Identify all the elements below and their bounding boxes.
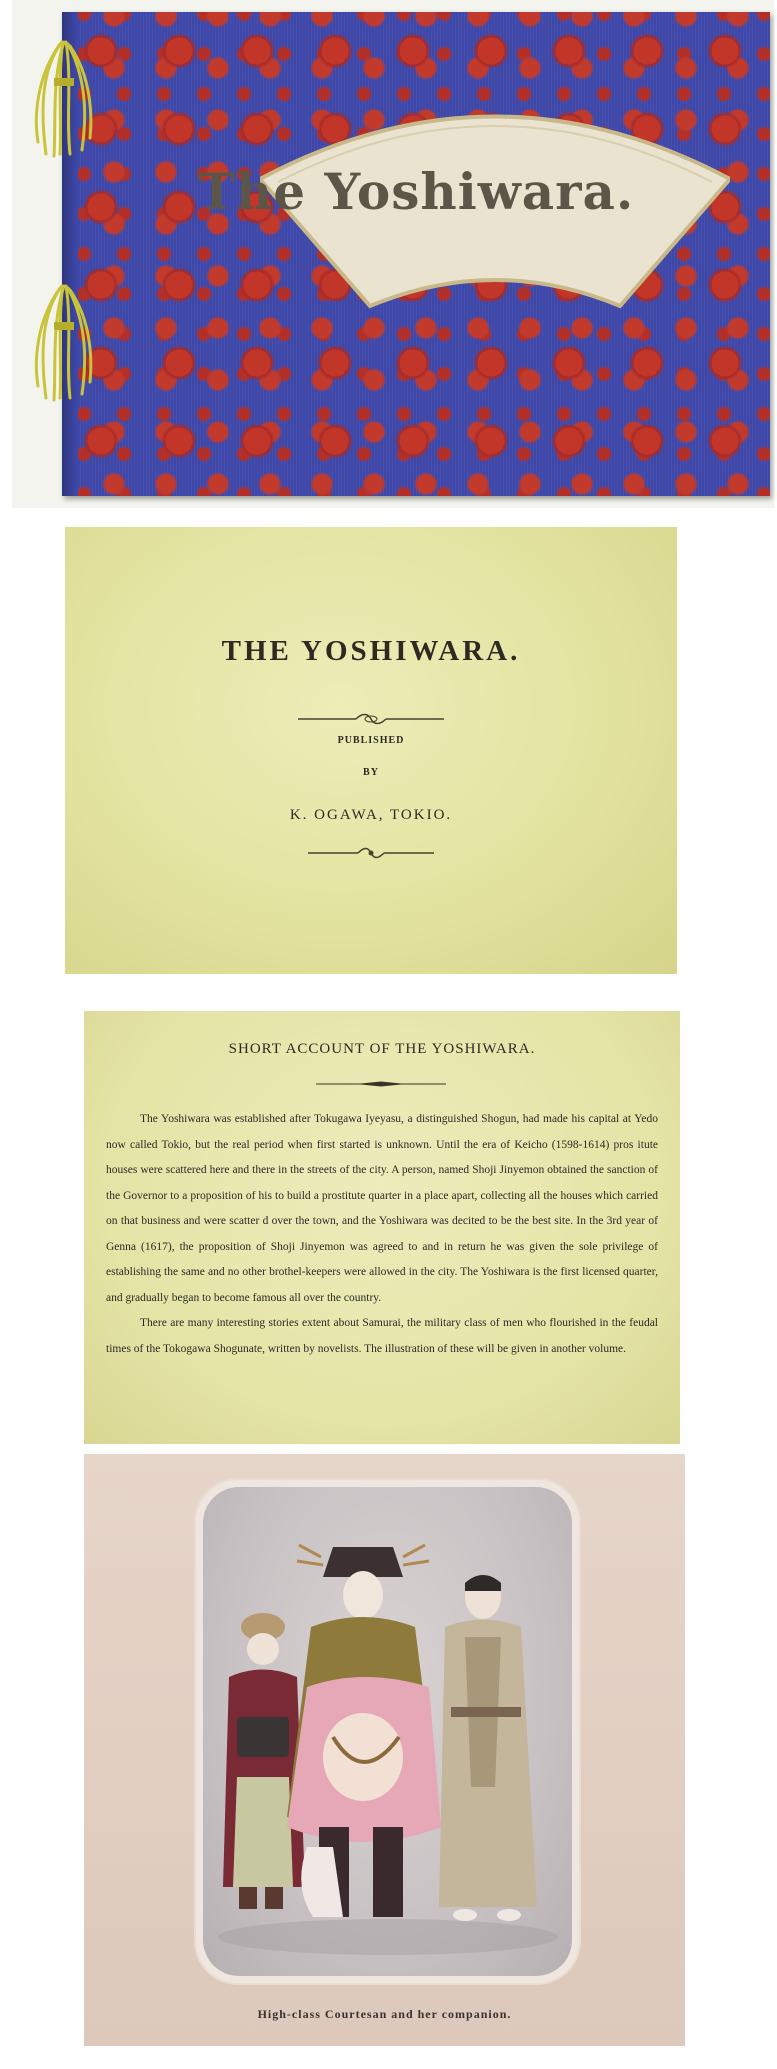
courtesan-figure [287,1545,441,1917]
by-label: BY [363,767,379,778]
title-page-heading: THE YOSHIWARA. [221,635,521,667]
cover-title: The Yoshiwara. [197,162,635,221]
tassel-icon [32,38,94,158]
plate-caption: High-class Courtesan and her companion. [257,2007,512,2021]
account-paragraph: There are many interesting stories extent about Samurai, the military class of men who flourished in the feudal times of the Tokogawa Shogunate, written by novelists. The illustration of these will be given in another volume. [106,1317,658,1355]
courtesan-figures-illustration [203,1487,572,1976]
photo-frame [196,1480,579,1983]
silk-brocade-cover [62,12,770,496]
ornament-divider-icon [306,847,436,859]
title-page [65,527,677,974]
photograph-plate [84,1454,685,2046]
account-body [106,1107,658,1362]
male-companion-figure [439,1575,537,1921]
child-attendant-figure [223,1613,305,1909]
account-heading: SHORT ACCOUNT OF THE YOSHIWARA. [228,1041,536,1057]
book-cover-photo [12,0,774,508]
ornament-rule-icon [316,1081,446,1087]
published-label: PUBLISHED [337,735,405,746]
short-account-page [84,1011,680,1444]
hand-colored-photograph [203,1487,572,1976]
publisher-name: K. OGAWA, TOKIO. [289,807,453,823]
tassel-icon [32,282,94,402]
account-paragraph: The Yoshiwara was established after Tokugawa Iyeyasu, a distinguished Shogun, had made his capital at Yedo now called Tokio, but the real period when first started is unknown. Until the era of Keicho (1598-1614) pros itute houses were scattered here and there in the streets of the city. A person, named Shoji Jinyemon obtained the sanction of the Governor to a proposition of his to build a prostitute quarter in a place apart, collecting all the houses which carried on that business and were scatter d over the town, and the Yoshiwara was decited to be the best site. In the 3rd year of Genna (1617), the proposition of Shoji Jinyemon was agreed to and in return he was given the sole privilege of establishing the same and no other brothel-keepers were allowed in the city. The Yoshiwara is the first licensed quarter, and gradually began to become famous all over the country. [106,1113,658,1304]
ornament-divider-icon [296,713,446,725]
